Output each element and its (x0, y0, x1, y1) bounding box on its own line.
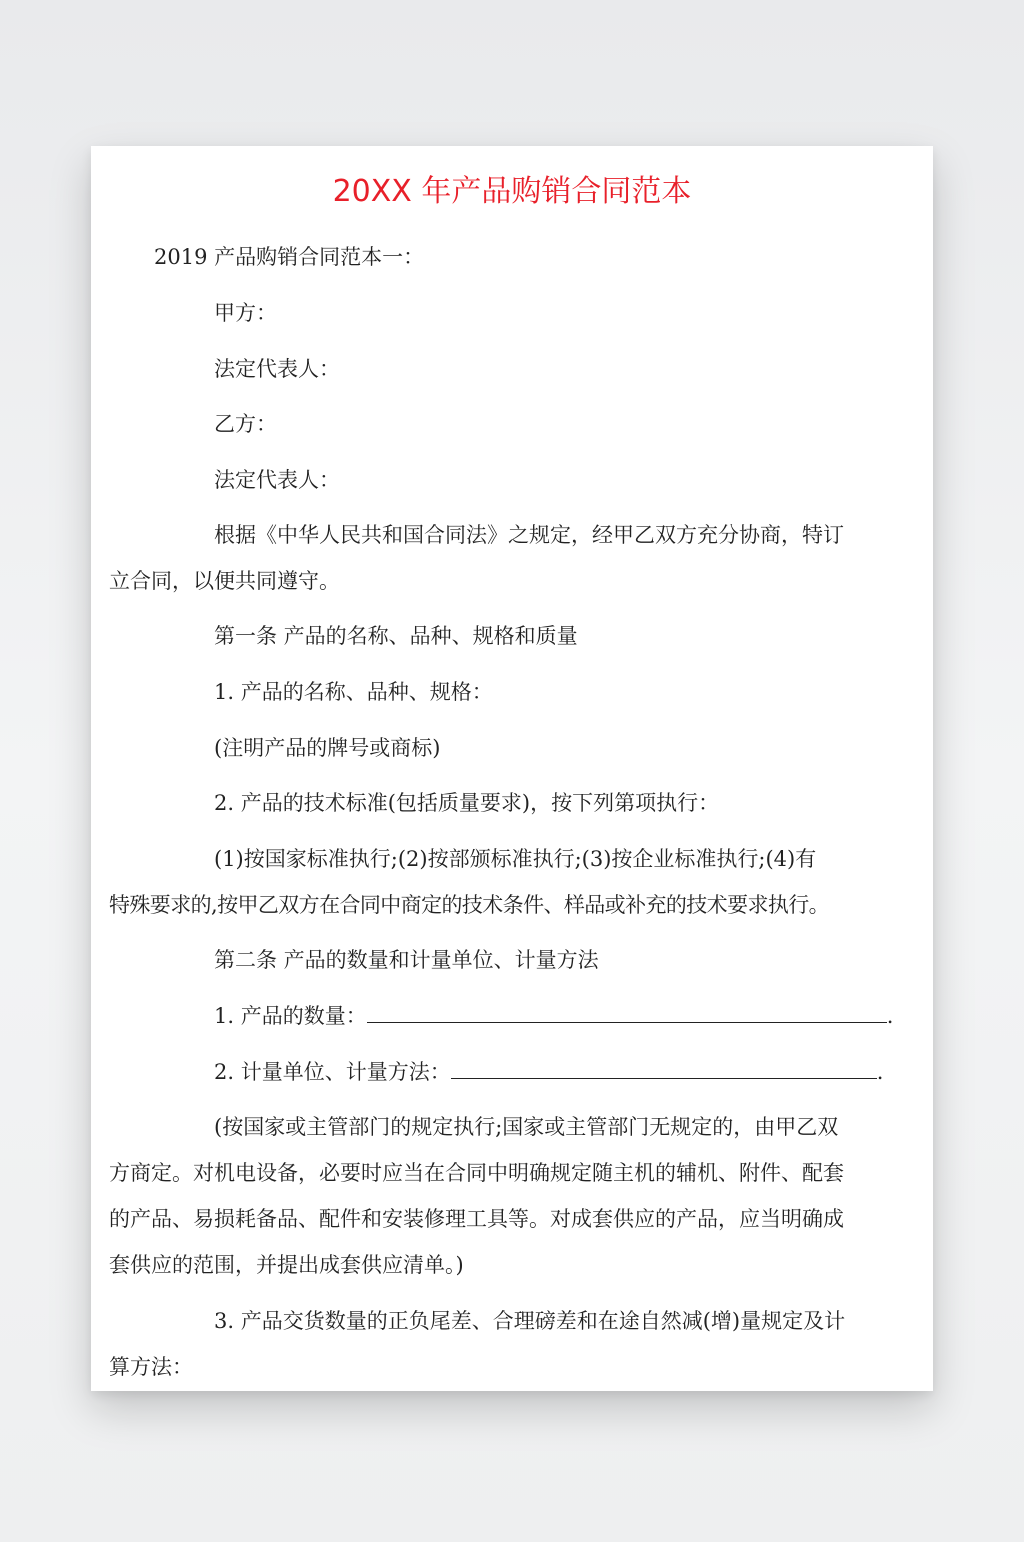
article-2-item-2-row (214, 1049, 914, 1095)
rep-b-line: 法定代表人： (214, 468, 340, 492)
unit-method-blank-end: . (876, 1060, 884, 1084)
article-1-standard-line-1: (1)按国家标准执行;(2)按部颁标准执行;(3)按企业标准执行;(4)有 (214, 847, 817, 871)
article-2-item-1-row (214, 993, 914, 1039)
article-1-item-2: 2. 产品的技术标准(包括质量要求)，按下列第项执行： (214, 791, 720, 815)
article-2-note-line-4: 套供应的范围，并提出成套供应清单。) (109, 1253, 464, 1277)
basis-line-1: 根据《中华人民共和国合同法》之规定，经甲乙双方充分协商，特订 (214, 523, 844, 547)
rep-a-line: 法定代表人： (214, 357, 340, 381)
article-2-note-line-1: (按国家或主管部门的规定执行;国家或主管部门无规定的，由甲乙双 (214, 1115, 839, 1139)
article-1-title: 第一条 产品的名称、品种、规格和质量 (214, 624, 578, 648)
article-2-item-3-line-1: 3. 产品交货数量的正负尾差、合理磅差和在途自然减(增)量规定及计 (214, 1309, 846, 1333)
article-1-item-1: 1. 产品的名称、品种、规格： (214, 680, 493, 704)
article-2-item-3-line-2: 算方法： (109, 1355, 193, 1379)
basis-line-2: 立合同，以便共同遵守。 (109, 569, 340, 593)
quantity-blank-end: . (886, 1004, 894, 1028)
document-title: 20XX 年产品购销合同范本 (332, 174, 692, 209)
article-1-note: (注明产品的牌号或商标) (214, 736, 441, 760)
article-2-title: 第二条 产品的数量和计量单位、计量方法 (214, 948, 599, 972)
quantity-blank (367, 1000, 887, 1023)
article-2-item-2-label: 2. 计量单位、计量方法： (214, 1060, 451, 1084)
article-2-item-1-label: 1. 产品的数量： (214, 1004, 367, 1028)
article-2-note-line-2: 方商定。对机电设备，必要时应当在合同中明确规定随主机的辅机、附件、配套 (109, 1161, 844, 1185)
party-b-line: 乙方： (214, 412, 277, 436)
unit-method-blank (451, 1056, 877, 1079)
article-2-note-line-3: 的产品、易损耗备品、配件和安装修理工具等。对成套供应的产品，应当明确成 (109, 1207, 844, 1231)
article-1-standard-line-2: 特殊要求的,按甲乙双方在合同中商定的技术条件、样品或补充的技术要求执行。 (109, 893, 830, 917)
party-a-line: 甲方： (214, 301, 277, 325)
document-page (91, 146, 933, 1391)
intro-line: 2019 产品购销合同范本一： (154, 245, 425, 269)
